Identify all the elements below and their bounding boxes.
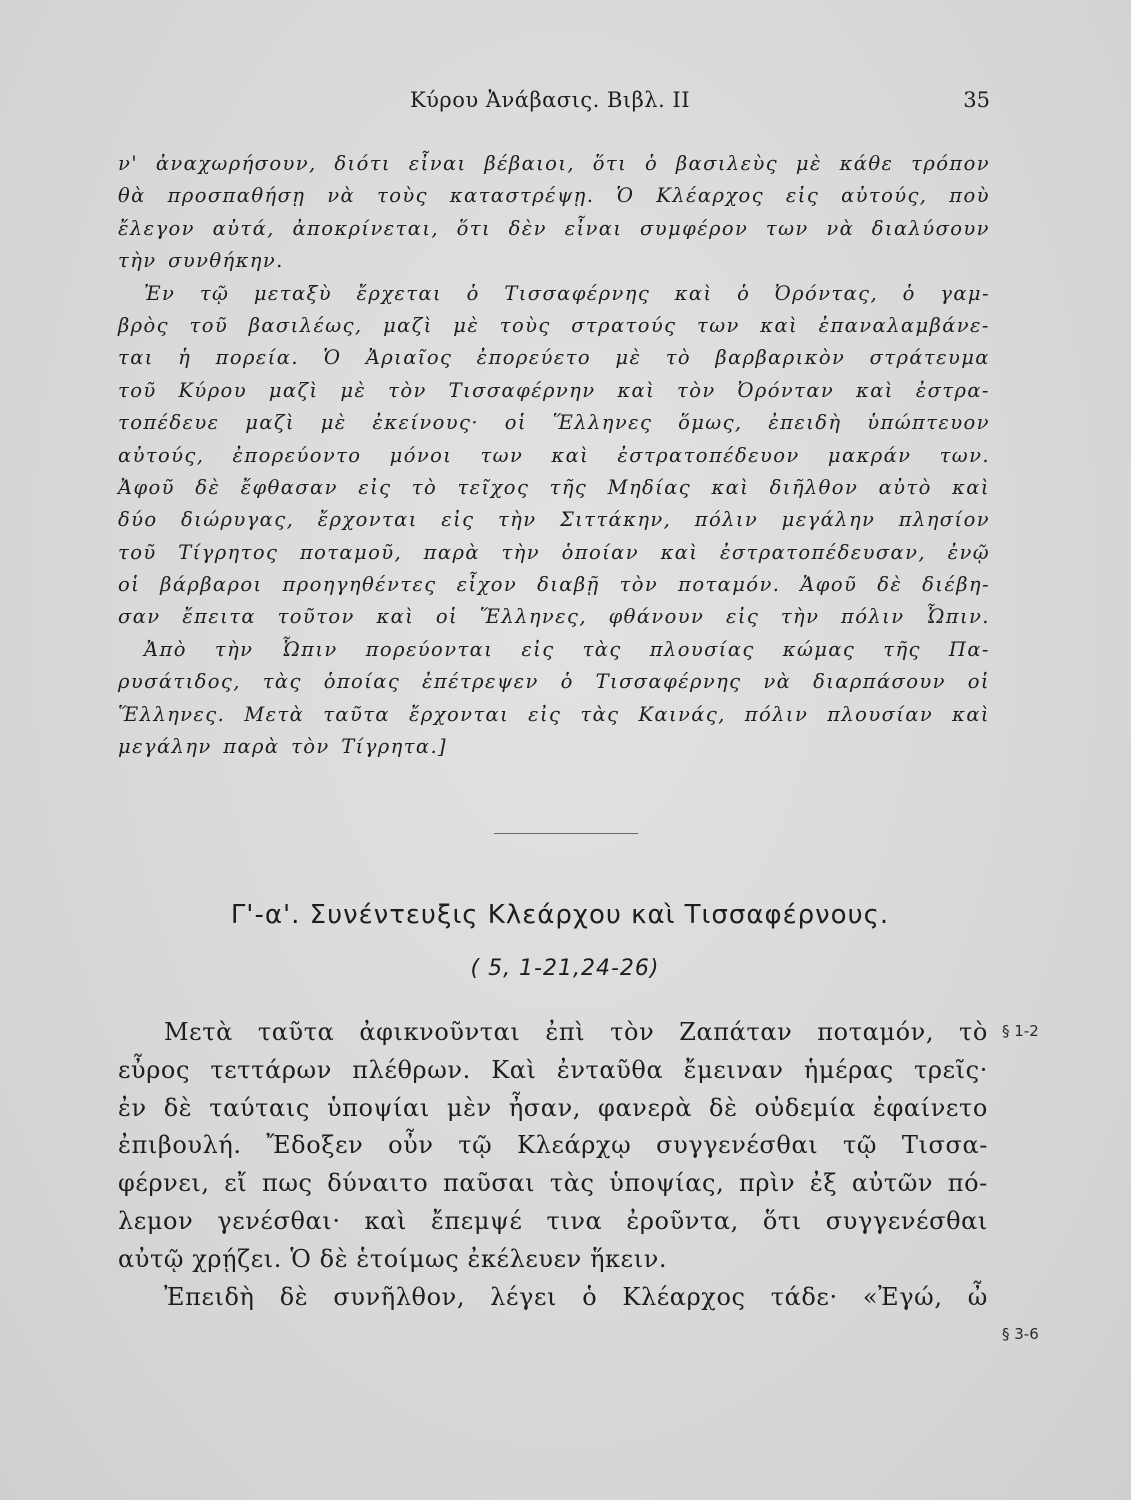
text-line: ἔλεγον αὐτά, ἀποκρίνεται, ὅτι δὲν εἶναι συμφέρον των νὰ διαλύσουν (118, 216, 990, 240)
text-line: σαν ἔπειτα τοῦτον καὶ οἱ Ἕλληνες, φθάνουν εἰς τὴν πόλιν Ὦπιν. (118, 605, 990, 629)
text-line: ται ἡ πορεία. Ὁ Ἀριαῖος ἐπορεύετο μὲ τὸ βαρβαρικὸν στράτευμα (118, 346, 990, 370)
text-line: τοῦ Κύρου μαζὶ μὲ τὸν Τισσαφέρνην καὶ τὸν Ὀρόνταν καὶ ἐστρα- (118, 378, 990, 402)
text-line: βρὸς τοῦ βασιλέως, μαζὶ μὲ τοὺς στρατούς των καὶ ἐπαναλαμβάνε- (118, 313, 990, 337)
text-line: Ἐπειδὴ δὲ συνῆλθον, λέγει ὁ Κλέαρχος τάδε· «Ἐγώ, ὦ (164, 1282, 988, 1311)
text-line: φέρνει, εἴ πως δύναιτο παῦσαι τὰς ὑποψίας, πρὶν ἐξ αὐτῶν πό- (118, 1169, 988, 1198)
text-line: τοῦ Τίγρητος ποταμοῦ, παρὰ τὴν ὁποίαν καὶ ἐστρατοπέδευσαν, ἐνῷ (118, 540, 990, 564)
text-line: Ἀφοῦ δὲ ἔφθασαν εἰς τὸ τεῖχος τῆς Μηδίας καὶ διῆλθον αὐτὸ καὶ (118, 475, 990, 499)
text-line: δύο διώρυγας, ἔρχονται εἰς τὴν Σιττάκην, πόλιν μεγάλην πλησίον (118, 508, 990, 532)
text-line: τοπέδευε μαζὶ μὲ ἐκείνους· οἱ Ἕλληνες ὅμως, ἐπειδὴ ὑπώπτευον (118, 411, 990, 435)
text-line: λεμον γενέσθαι· καὶ ἔπεμψέ τινα ἐροῦντα, ὅτι συγγενέσθαι (118, 1206, 988, 1235)
text-line: Ἀπὸ τὴν Ὦπιν πορεύονται εἰς τὰς πλουσίας κώμας τῆς Πα- (144, 637, 990, 661)
section-divider (494, 833, 638, 834)
text-line: ρυσάτιδος, τὰς ὁποίας ἐπέτρεψεν ὁ Τισσαφέρνης νὰ διαρπάσουν οἱ (118, 670, 990, 694)
section-reference: ( 5, 1-21,24-26) (470, 956, 660, 981)
running-header (110, 88, 990, 118)
text-line: ἐπιβουλή. Ἔδοξεν οὖν τῷ Κλεάρχῳ συγγενέσθαι τῷ Τισσα- (118, 1131, 988, 1160)
text-line: ἐν δὲ ταύταις ὑποψίαι μὲν ἦσαν, φανερὰ δὲ οὐδεμία ἐφαίνετο (118, 1093, 988, 1122)
margin-note-1: § 1-2 (1002, 1022, 1039, 1040)
text-line: αὐτῷ χρῄζει. Ὁ δὲ ἑτοίμως ἐκέλευεν ἥκειν. (118, 1244, 668, 1273)
text-line: εὖρος τεττάρων πλέθρων. Καὶ ἐνταῦθα ἔμειναν ἡμέρας τρεῖς· (118, 1055, 988, 1084)
page-number: 35 (963, 88, 990, 112)
text-line: τὴν συνθήκην. (118, 249, 284, 273)
text-line: οἱ βάρβαροι προηγηθέντες εἶχον διαβῇ τὸν ποταμόν. Ἀφοῦ δὲ διέβη- (118, 573, 990, 597)
running-title: Κύρου Ἀνάβασις. Βιβλ. II (409, 88, 691, 112)
text-line: ν' ἀναχωρήσουν, διότι εἶναι βέβαιοι, ὅτι ὁ βασιλεὺς μὲ κάθε τρόπον (118, 152, 990, 175)
text-line: αὐτούς, ἐπορεύοντο μόνοι των καὶ ἐστρατοπέδευον μακράν των. (118, 443, 990, 467)
text-line: Ἕλληνες. Μετὰ ταῦτα ἔρχονται εἰς τὰς Καινάς, πόλιν πλουσίαν καὶ (118, 702, 990, 726)
greek-main-text (118, 1014, 988, 1316)
margin-note-2: § 3-6 (1002, 1325, 1039, 1343)
text-line: Ἐν τῷ μεταξὺ ἔρχεται ὁ Τισσαφέρνης καὶ ὁ Ὀρόντας, ὁ γαμ- (144, 281, 990, 305)
text-line: μεγάλην παρὰ τὸν Τίγρητα.] (118, 735, 448, 759)
section-title: Γ'-α'. Συνέντευξις Κλεάρχου καὶ Τισσαφέρνους. (230, 900, 890, 930)
text-line: Μετὰ ταῦτα ἀφικνοῦνται ἐπὶ τὸν Ζαπάταν ποταμόν, τὸ (164, 1018, 988, 1046)
italic-summary-paragraph (118, 148, 990, 763)
text-line: θὰ προσπαθήσῃ νὰ τοὺς καταστρέψῃ. Ὁ Κλέαρχος εἰς αὐτούς, ποὺ (118, 184, 990, 208)
